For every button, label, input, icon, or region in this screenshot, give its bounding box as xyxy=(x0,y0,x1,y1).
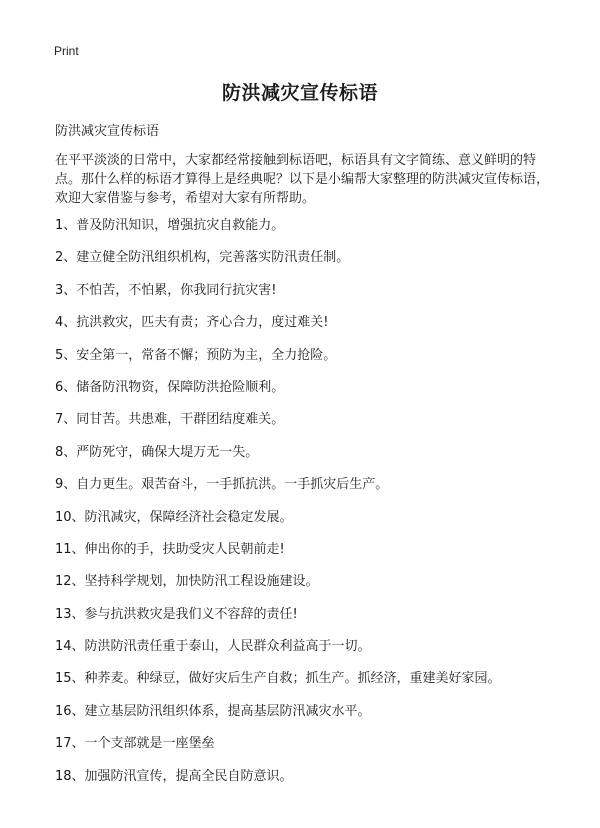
slogan-list xyxy=(55,210,565,793)
list-item: 3、不怕苦，不怕累，你我同行抗灾害! xyxy=(55,282,277,298)
list-item: 9、自力更生。艰苦奋斗，一手抓抗洪。一手抓灾后生产。 xyxy=(55,477,389,493)
page-title: 防洪减灾宣传标语 xyxy=(221,82,378,104)
list-item: 6、储备防汛物资，保障防洪抢险顺利。 xyxy=(55,379,285,395)
list-item: 13、参与抗洪救灾是我们义不容辞的责任! xyxy=(55,606,298,622)
list-item: 18、加强防汛宣传，提高全民自防意识。 xyxy=(55,768,293,784)
document-subtitle: 防洪减灾宣传标语 xyxy=(55,124,160,139)
list-item: 17、一个支部就是一座堡垒 xyxy=(55,736,215,752)
list-item: 2、建立健全防汛组织机构，完善落实防汛责任制。 xyxy=(55,250,350,266)
intro-paragraph: 在平平淡淡的日常中，大家都经常接触到标语吧，标语具有文字简练、意义鲜明的特点。那什么样的标语才算得上是经典呢？以下是小编帮大家整理的防洪减灾宣传标语，欢迎大家借鉴与参考，希望对大家有所帮助。 xyxy=(55,153,550,206)
list-item: 5、安全第一，常备不懈；预防为主，全力抢险。 xyxy=(55,347,337,363)
list-item: 14、防洪防汛责任重于泰山，人民群众利益高于一切。 xyxy=(55,639,371,655)
list-item: 8、严防死守，确保大堤万无一失。 xyxy=(55,444,259,460)
list-item: 11、伸出你的手，扶助受灾人民朝前走! xyxy=(55,541,285,557)
list-item: 10、防汛减灾，保障经济社会稳定发展。 xyxy=(55,509,293,525)
list-item: 1、普及防汛知识，增强抗灾自救能力。 xyxy=(55,218,285,233)
list-item: 4、抗洪救灾，匹夫有责；齐心合力，度过难关! xyxy=(55,315,329,331)
list-item: 7、同甘苦。共患难，干群团结度难关。 xyxy=(55,412,285,428)
list-item: 15、种荞麦。种绿豆，做好灾后生产自救；抓生产。抓经济，重建美好家园。 xyxy=(55,671,501,687)
print-label: Print xyxy=(54,44,79,58)
list-item: 16、建立基层防汛组织体系，提高基层防汛减灾水平。 xyxy=(55,703,371,719)
list-item: 12、坚持科学规划，加快防汛工程设施建设。 xyxy=(55,574,319,590)
